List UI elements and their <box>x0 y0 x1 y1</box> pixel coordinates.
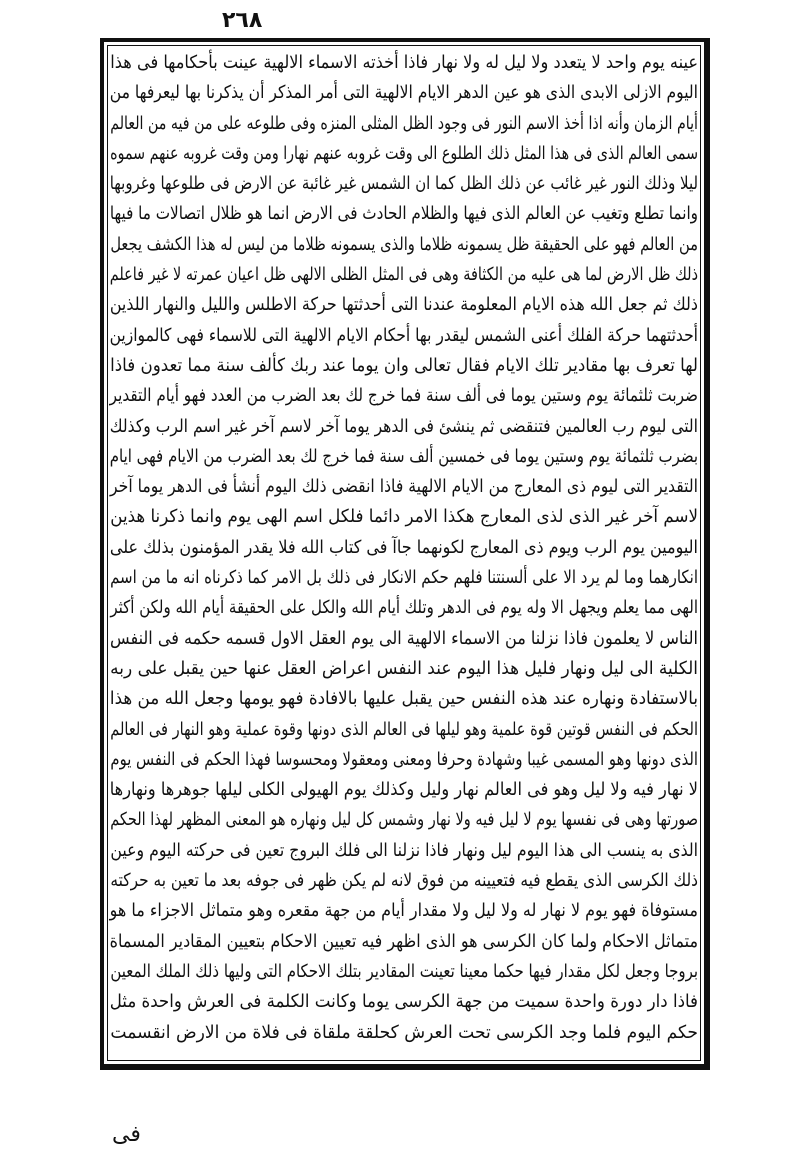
text-line: بالاستفادة ونهاره عند هذه النفس حين يقبل عليها بالافادة فهو يومها وجعل الله من هذا <box>109 688 698 710</box>
page-number: ٢٦٨ <box>222 8 263 33</box>
text-line: ذلك ثم جعل الله هذه الايام المعلومة عندنا التى أحدثتها حركة الاطلس والليل والنهار اللذين <box>109 294 698 316</box>
text-line: سمى العالم الذى فى هذا المثل ذلك الطلوع الى وقت غروبه عنهم نهارا ومن وقت غروبه عنهم سموه <box>110 142 698 164</box>
text-line: لاسم آخر غير الذى لذى المعارج هكذا الامر دائما فلكل اسم الهى يوم وانما ذكرنا هذين <box>110 506 698 528</box>
text-line: ضربت ثلثمائة يوم وستين يوما فى ألف سنة فما خرج لك بعد الضرب من العدد فهو أيام التقدير <box>109 385 699 407</box>
text-frame <box>100 38 710 1070</box>
text-line: أحدثتهما حركة الفلك أعنى الشمس ليقدر بها أحكام الايام الالهية التى للاسماء فهى كالموازين <box>109 324 698 346</box>
text-line: بضرب ثلثمائة يوم وستين يوما فى خمسين ألف سنة فما خرج لك بعد الضرب من الايام فهى ايام <box>109 445 698 467</box>
text-line: متماثل الاحكام ولما كان الكرسى هو الذى اظهر فيه تعيين الاحكام بتعيين المقادير المسماة <box>109 930 699 952</box>
text-line: من العالم فهو على الحقيقة ظل يسمونه ظلاما والذى يسمونه ظلاما من ليس له هذا الكشف يجعل <box>110 233 698 255</box>
text-line: لا نهار فيه ولا ليل وهو فى العالم نهار وليل وكذلك يوم الهيولى الكلى ليلها جوهرها ونهارها <box>109 779 698 801</box>
text-line: الحكم فى النفس قوتين قوة علمية وهو ليلها فى العالم الذى دونها وقوة عملية وهو النهار فى العالم <box>110 718 698 740</box>
text-line: الناس لا يعلمون فاذا نزلنا من الاسماء الالهية الى يوم العقل الاول قسمه حكمه فى النفس <box>110 627 698 649</box>
catchword: فى <box>112 1122 141 1147</box>
text-line: فاذا دار دورة واحدة سميت من جهة الكرسى يوما وكانت الكلمة فى العرش واحدة مثل <box>109 991 699 1013</box>
text-line: لها تعرف بها مقادير تلك الايام فقال تعالى وان يوما عند ربك كألف سنة مما تعدون فاذا <box>110 354 698 376</box>
text-line: الكلية الى ليل ونهار فليل هذا اليوم عند النفس اعراض العقل عنها حين يقبل على ربه <box>110 657 698 679</box>
text-line: ذلك ظل الارض لما هى عليه من الكثافة وهى فى المثل الظلى الالهى ظل اعيان عمرته لا غير فاعلم <box>109 264 698 286</box>
text-line: ذلك الكرسى الذى يقطع فيه فتعيينه من فوق لانه لم يكن ظهر فى جوفه بعد ما تعين به حركته <box>110 870 699 892</box>
text-line: التى ليوم رب العالمين فتنقضى ثم ينشئ فى الدهر يوما آخر لاسم آخر غير اسم الرب وكذلك <box>109 415 698 437</box>
text-line: اليومين يوم الرب ويوم ذى المعارج لكونهما جاآ فى كتاب الله فلا يقدر المؤمنون بذلك على <box>109 536 698 558</box>
text-line: الذى دونها وهو المسمى غيبا وشهادة وحرفا ومعنى ومعقولا ومحسوسا فهذا الحكم فى النفس يوم <box>110 748 699 770</box>
text-line: أيام الزمان وأنه اذا أخذ الاسم النور فى وجود الظل المثلى المنزه وفى طلوعه على من فيه من العالم <box>110 112 698 134</box>
text-line: صورتها وهى فى نفسها يوم لا ليل فيه ولا نهار وشمس كل ليل ونهاره هو المعنى المظهر لهذا الحكم <box>110 809 699 831</box>
text-line: التقدير التى ليوم ذى المعارج من الايام الالهية فاذا انقضى ذلك اليوم أنشأ فى الدهر يوما آخر <box>110 476 698 498</box>
text-line: ليلا وذلك النور غير غائب عن ذلك الظل كما ان الشمس غير غائبة عن الارض فى طلوعها وغروبها <box>109 173 698 195</box>
text-line: حكم اليوم فلما وجد الكرسى تحت العرش كحلقة ملقاة فى فلاة من الارض انقسمت <box>110 1021 699 1043</box>
text-line: بروجا وجعل لكل مقدار فيها حكما معينا تعينت المقادير بتلك الاحكام التى وليها ذلك الملك المعين <box>110 960 698 982</box>
text-line: اليوم الازلى الابدى الذى هو عين الدهر الايام الالهية التى أمر المذكر أن يذكرنا بها ليعرفها من <box>109 82 699 104</box>
text-line: مستوفاة فهو يوم لا نهار له ولا ليل ولا مقدار أيام من جهة مقعره وهو متماثل الاجزاء ما هو <box>109 900 698 922</box>
text-line: الذى به ينسب الى هذا اليوم ليل ونهار فاذا نزلنا الى فلك البروج تعين فى حركته اليوم وعين <box>110 839 698 861</box>
body-text <box>110 48 698 1048</box>
text-line: انكارهما وما لم يرد الا على ألسنتنا فلهم حكم الانكار فى ذلك بل الامر كما ذكرناه انه ما من اسم <box>110 567 699 589</box>
text-line: وانما تطلع وتغيب عن العالم الذى فيها والظلام الحادث فى الارض انما هو ظلال اتصالات ما فيها <box>109 203 698 225</box>
text-line: الهى مما يعلم ويجهل الا وله يوم فى الدهر وتلك أيام الله والكل على الحقيقة أيام الله ولكن أكثر <box>110 597 699 619</box>
text-line: عينه يوم واحد لا يتعدد ولا ليل له ولا نهار فاذا أخذته الاسماء الالهية عينت بأحكامها فى هذا <box>110 52 699 73</box>
